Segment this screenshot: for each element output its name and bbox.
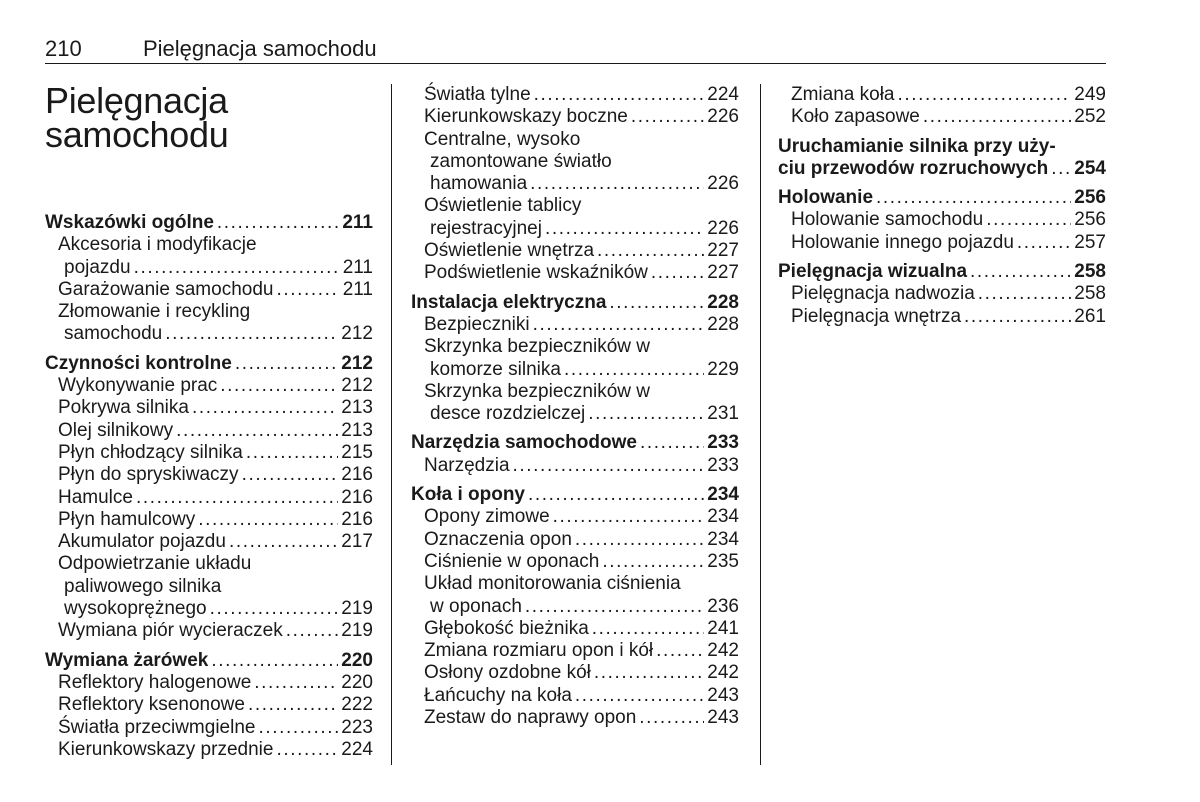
dot-leader	[978, 283, 1072, 305]
dot-leader	[588, 403, 704, 425]
section-gap	[778, 129, 1106, 136]
entry-title: Wykonywanie prac	[58, 375, 218, 397]
dot-leader	[631, 106, 704, 128]
dot-leader	[276, 739, 338, 761]
toc-subentry	[778, 232, 1106, 254]
entry-title: Czynności kontrolne	[45, 352, 232, 374]
entry-title: Skrzynka bezpieczników w	[424, 336, 650, 358]
toc-subentry	[778, 106, 1106, 128]
toc-section-entry	[778, 187, 1106, 209]
entry-title: Reflektory halogenowe	[58, 671, 252, 693]
dot-leader	[876, 187, 1071, 209]
entry-title: Narzędzia samochodowe	[411, 432, 637, 454]
dot-leader	[651, 262, 704, 284]
toc-subentry	[45, 397, 373, 419]
section-gap	[411, 477, 739, 484]
entry-title: Światła tylne	[424, 84, 531, 105]
entry-page-number: 236	[707, 595, 739, 617]
dot-leader	[286, 620, 339, 642]
toc-subentry	[45, 442, 373, 464]
entry-page-number: 217	[341, 531, 373, 553]
entry-title: Hamulce	[58, 486, 133, 508]
entry-title: Podświetlenie wskaźników	[424, 262, 648, 284]
toc-subentry	[411, 403, 739, 425]
toc-subentry	[411, 359, 739, 381]
entry-page-number: 241	[707, 617, 739, 639]
entry-title: wysokoprężnego	[64, 598, 207, 620]
toc-section-entry	[778, 136, 1106, 158]
entry-title: Uruchamianie silnika przy uży-	[778, 135, 1056, 157]
toc-subentry	[411, 640, 739, 662]
entry-page-number: 227	[707, 240, 739, 262]
dot-leader	[564, 359, 704, 381]
dot-leader	[254, 672, 338, 694]
chapter-title	[45, 80, 229, 155]
dot-leader	[553, 506, 705, 528]
entry-page-number: 212	[341, 375, 373, 397]
toc-subentry	[45, 694, 373, 716]
entry-title: Akumulator pojazdu	[58, 531, 226, 553]
entry-page-number: 252	[1074, 106, 1106, 128]
dot-leader	[534, 84, 705, 106]
toc-section-entry	[45, 650, 373, 672]
entry-page-number: 231	[707, 403, 739, 425]
dot-leader	[575, 685, 704, 707]
entry-page-number: 226	[707, 217, 739, 239]
entry-page-number: 257	[1074, 231, 1106, 253]
toc-subentry	[45, 553, 373, 575]
entry-page-number: 219	[341, 598, 373, 620]
section-gap	[45, 643, 373, 650]
dot-leader	[248, 694, 338, 716]
toc-subentry	[411, 685, 739, 707]
dot-leader	[242, 464, 339, 486]
toc-section-entry	[411, 292, 739, 314]
entry-page-number: 234	[707, 484, 739, 506]
page-header	[45, 36, 1106, 64]
toc-subentry	[411, 506, 739, 528]
entry-title: Bezpieczniki	[424, 313, 530, 335]
section-gap	[778, 254, 1106, 261]
toc-subentry	[411, 129, 739, 151]
toc-subentry	[45, 576, 373, 598]
entry-page-number: 222	[341, 694, 373, 716]
dot-leader	[134, 257, 340, 279]
entry-title: paliwowego silnika	[64, 575, 222, 597]
toc-subentry	[411, 336, 739, 358]
dot-leader	[640, 432, 704, 454]
dot-leader	[136, 487, 338, 509]
dot-leader	[923, 106, 1071, 128]
toc-subentry	[778, 283, 1106, 305]
dot-leader	[597, 240, 704, 262]
toc-subentry	[45, 279, 373, 301]
entry-title: Zmiana koła	[791, 84, 895, 105]
entry-title: Odpowietrzanie układu	[58, 553, 252, 575]
entry-page-number: 229	[707, 358, 739, 380]
section-gap	[778, 180, 1106, 187]
entry-page-number: 234	[707, 528, 739, 550]
toc-subentry	[45, 234, 373, 256]
toc-section-entry	[45, 353, 373, 375]
entry-page-number: 224	[341, 738, 373, 760]
entry-title: Płyn do spryskiwaczy	[58, 464, 239, 486]
entry-page-number: 211	[342, 256, 373, 278]
dot-leader	[198, 509, 338, 531]
running-title: Pielęgnacja samochodu	[143, 36, 377, 61]
column-divider-1	[391, 84, 392, 765]
toc-column-3	[778, 84, 1106, 328]
toc-section-entry	[778, 158, 1106, 180]
entry-title: Reflektory ksenonowe	[58, 694, 245, 716]
entry-page-number: 213	[341, 397, 373, 419]
entry-page-number: 234	[707, 506, 739, 528]
entry-page-number: 242	[707, 640, 739, 662]
dot-leader	[525, 596, 704, 618]
dot-leader	[639, 707, 704, 729]
toc-subentry	[45, 672, 373, 694]
toc-subentry	[45, 257, 373, 279]
chapter-title-line1: Pielęgnacja	[45, 80, 228, 121]
toc-subentry	[45, 375, 373, 397]
entry-title: Opony zimowe	[424, 506, 550, 528]
entry-title: Holowanie samochodu	[791, 209, 984, 231]
entry-title: Osłony ozdobne kół	[424, 662, 591, 684]
dot-leader	[210, 598, 339, 620]
dot-leader	[513, 455, 705, 477]
entry-title: Oświetlenie tablicy	[424, 195, 582, 217]
entry-title: Układ monitorowania ciśnienia	[424, 573, 681, 595]
entry-title: Kierunkowskazy boczne	[424, 106, 628, 128]
entry-page-number: 215	[341, 441, 373, 463]
toc-subentry	[411, 218, 739, 240]
dot-leader	[176, 420, 338, 442]
dot-leader	[533, 314, 705, 336]
entry-title: samochodu	[64, 323, 163, 345]
entry-page-number: 233	[707, 454, 739, 476]
toc-subentry	[778, 84, 1106, 106]
entry-page-number: 226	[707, 173, 739, 195]
toc-subentry	[411, 596, 739, 618]
toc-subentry	[45, 420, 373, 442]
entry-title: Holowanie	[778, 187, 874, 209]
dot-leader	[165, 323, 338, 345]
toc-subentry	[778, 306, 1106, 328]
entry-title: pojazdu	[64, 256, 131, 278]
dot-leader	[530, 173, 704, 195]
toc-subentry	[411, 84, 739, 106]
dot-leader	[258, 717, 338, 739]
toc-subentry	[411, 662, 739, 684]
entry-title: Płyn hamulcowy	[58, 508, 196, 530]
toc-subentry	[411, 618, 739, 640]
dot-leader	[246, 442, 338, 464]
toc-subentry	[411, 262, 739, 284]
toc-subentry	[411, 106, 739, 128]
entry-title: Kierunkowskazy przednie	[58, 738, 274, 760]
toc-subentry	[45, 739, 373, 761]
entry-page-number: 242	[707, 662, 739, 684]
entry-page-number: 258	[1074, 261, 1106, 283]
entry-page-number: 213	[341, 419, 373, 441]
dot-leader	[211, 650, 338, 672]
entry-title: Zestaw do naprawy opon	[424, 707, 637, 729]
toc-subentry	[411, 314, 739, 336]
toc-subentry	[411, 151, 739, 173]
entry-title: Garażowanie samochodu	[58, 278, 274, 300]
entry-title: rejestracyjnej	[430, 217, 542, 239]
entry-title: Instalacja elektryczna	[411, 291, 607, 313]
toc-subentry	[45, 598, 373, 620]
dot-leader	[235, 353, 338, 375]
dot-leader	[986, 209, 1071, 231]
toc-subentry	[45, 717, 373, 739]
entry-title: Pielęgnacja wnętrza	[791, 305, 962, 327]
entry-title: Oświetlenie wnętrza	[424, 240, 595, 262]
toc-subentry	[411, 551, 739, 573]
entry-title: Wymiana piór wycieraczek	[58, 620, 283, 642]
toc-subentry	[411, 529, 739, 551]
entry-page-number: 216	[341, 464, 373, 486]
entry-title: Pielęgnacja wizualna	[778, 261, 968, 283]
entry-title: Pokrywa silnika	[58, 397, 189, 419]
dot-leader	[602, 551, 704, 573]
dot-leader	[217, 212, 339, 234]
dot-leader	[276, 279, 339, 301]
dot-leader	[528, 484, 704, 506]
entry-page-number: 254	[1074, 157, 1106, 179]
dot-leader	[970, 261, 1071, 283]
entry-title: Wymiana żarówek	[45, 649, 209, 671]
entry-page-number: 243	[707, 684, 739, 706]
dot-leader	[192, 397, 338, 419]
entry-page-number: 227	[707, 262, 739, 284]
entry-title: Narzędzia	[424, 454, 510, 476]
toc-subentry	[45, 487, 373, 509]
entry-page-number: 226	[707, 106, 739, 128]
entry-title: Holowanie innego pojazdu	[791, 231, 1014, 253]
entry-title: zamontowane światło	[430, 150, 612, 172]
toc-subentry	[45, 531, 373, 553]
dot-leader	[545, 218, 704, 240]
page-number: 210	[45, 36, 82, 61]
section-gap	[411, 425, 739, 432]
entry-title: Łańcuchy na koła	[424, 684, 572, 706]
dot-leader	[220, 375, 338, 397]
toc-section-entry	[411, 484, 739, 506]
entry-page-number: 211	[342, 278, 373, 300]
toc-subentry	[411, 381, 739, 403]
entry-page-number: 256	[1074, 209, 1106, 231]
toc-column-2	[411, 84, 739, 729]
toc-subentry	[411, 455, 739, 477]
dot-leader	[575, 529, 704, 551]
entry-title: Światła przeciwmgielne	[58, 716, 256, 738]
entry-page-number: 220	[341, 649, 373, 671]
entry-page-number: 216	[341, 486, 373, 508]
toc-subentry	[45, 301, 373, 323]
entry-page-number: 223	[341, 716, 373, 738]
section-gap	[411, 285, 739, 292]
entry-page-number: 216	[341, 508, 373, 530]
entry-page-number: 235	[707, 550, 739, 572]
entry-page-number: 220	[341, 671, 373, 693]
toc-subentry	[778, 209, 1106, 231]
entry-title: Centralne, wysoko	[424, 128, 581, 150]
toc-column-1	[45, 212, 373, 761]
toc-subentry	[411, 195, 739, 217]
entry-title: Koła i opony	[411, 484, 525, 506]
entry-title: Ciśnienie w oponach	[424, 550, 600, 572]
entry-page-number: 228	[707, 313, 739, 335]
entry-title: Akcesoria i modyfikacje	[58, 234, 257, 256]
entry-title: Wskazówki ogólne	[45, 212, 214, 233]
entry-title: hamowania	[430, 173, 528, 195]
entry-title: Koło zapasowe	[791, 106, 920, 128]
toc-subentry	[411, 240, 739, 262]
dot-leader	[592, 618, 705, 640]
entry-title: ciu przewodów rozruchowych	[778, 157, 1049, 179]
entry-title: w oponach	[430, 595, 522, 617]
entry-page-number: 233	[707, 432, 739, 454]
dot-leader	[609, 292, 704, 314]
entry-page-number: 212	[341, 352, 373, 374]
entry-page-number: 258	[1074, 283, 1106, 305]
entry-page-number: 243	[707, 707, 739, 729]
dot-leader	[1017, 232, 1071, 254]
entry-title: Zmiana rozmiaru opon i kół	[424, 640, 654, 662]
entry-title: Oznaczenia opon	[424, 528, 572, 550]
entry-page-number: 211	[342, 212, 373, 233]
entry-page-number: 224	[707, 84, 739, 105]
entry-title: Głębokość bieżnika	[424, 617, 589, 639]
entry-page-number: 261	[1074, 305, 1106, 327]
entry-title: komorze silnika	[430, 358, 561, 380]
dot-leader	[1051, 158, 1071, 180]
entry-page-number: 256	[1074, 187, 1106, 209]
entry-title: Złomowanie i recykling	[58, 301, 251, 323]
entry-page-number: 249	[1074, 84, 1106, 105]
toc-subentry	[411, 707, 739, 729]
toc-subentry	[45, 323, 373, 345]
entry-title: Pielęgnacja nadwozia	[791, 283, 975, 305]
entry-page-number: 219	[341, 620, 373, 642]
entry-title: desce rozdzielczej	[430, 403, 586, 425]
dot-leader	[656, 640, 704, 662]
entry-page-number: 228	[707, 291, 739, 313]
dot-leader	[964, 306, 1071, 328]
toc-section-entry	[778, 261, 1106, 283]
dot-leader	[229, 531, 338, 553]
column-divider-2	[760, 84, 761, 765]
toc-section-entry	[411, 432, 739, 454]
dot-leader	[898, 84, 1072, 106]
chapter-title-line2: samochodu	[45, 114, 229, 155]
entry-page-number: 212	[341, 323, 373, 345]
section-gap	[45, 346, 373, 353]
toc-subentry	[45, 620, 373, 642]
toc-section-entry	[45, 212, 373, 234]
toc-subentry	[45, 509, 373, 531]
entry-title: Skrzynka bezpieczników w	[424, 380, 650, 402]
toc-subentry	[411, 573, 739, 595]
entry-title: Płyn chłodzący silnika	[58, 441, 243, 463]
toc-subentry	[45, 464, 373, 486]
dot-leader	[594, 662, 704, 684]
toc-subentry	[411, 173, 739, 195]
entry-title: Olej silnikowy	[58, 419, 174, 441]
